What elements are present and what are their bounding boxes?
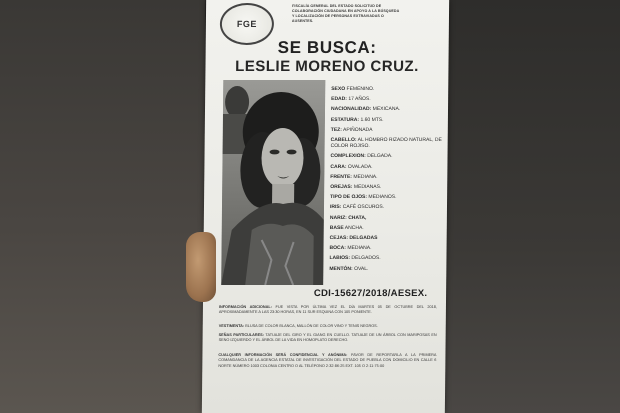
field-label: IRIS: (329, 204, 342, 211)
field-hair (331, 137, 443, 149)
field-value: MEDIANOS. (368, 194, 397, 201)
field-value: FEMENINO. (346, 86, 375, 92)
contact-info (218, 353, 436, 369)
person-photo (221, 80, 325, 285)
additional-info-label: INFORMACIÓN ADICIONAL: (218, 305, 272, 309)
agency-header: FISCALÍA GENERAL DEL ESTADO SOLICITUD DE COLABORACIÓN CIUDADANA EN APOYO A LA BÚSQUEDA Y LOCALIZACIÓN DE PERSONAS EXTRAVIADAS O AUSENTES. (291, 4, 400, 23)
marks-label: SEÑAS PARTICULARES: (218, 333, 265, 337)
field-value: MEDIANA. (347, 245, 372, 252)
field-eyebrows (330, 233, 442, 243)
background-left (0, 0, 205, 413)
field-complexion-tone (331, 125, 443, 135)
field-sex (331, 84, 443, 94)
field-lips (329, 253, 441, 263)
field-label: BASE (329, 224, 344, 231)
field-label: CEJAS: DELGADAS (329, 235, 378, 242)
field-label: FRENTE: (330, 173, 353, 180)
field-value: DELGADA. (367, 153, 393, 160)
seal-text: FGE (236, 19, 257, 29)
field-value: 1.60 MTS. (360, 116, 384, 123)
field-age (331, 94, 443, 104)
field-iris (330, 202, 442, 212)
person-name: LESLIE MORENO CRUZ. (235, 58, 419, 75)
field-label: SEXO (331, 86, 346, 92)
field-value: 17 AÑOS. (348, 96, 371, 103)
field-label: CABELLO: (330, 137, 357, 144)
field-chin (329, 264, 441, 274)
field-value: MEXICANA. (372, 106, 401, 113)
additional-info-text: FUE VISTA POR ÚLTIMA VEZ EL DÍA MARTES 05 DE OCTUBRE DEL 2018, APROXIMADAMENTE A LAS 23:30 HORAS, EN 11 SUR ESQUINA CON 105 PONIENTE. (218, 305, 437, 315)
field-label: NACIONALIDAD: (330, 106, 372, 113)
field-mouth (330, 243, 442, 253)
holding-finger (186, 232, 216, 302)
field-label: LABIOS: (329, 255, 351, 262)
description-fields (329, 84, 443, 274)
field-label: TEZ: (330, 126, 342, 133)
poster-title: SE BUSCA: (277, 38, 377, 57)
field-value: MEDIANA. (353, 173, 378, 180)
case-id: CDI-15627/2018/AESEX. (313, 288, 428, 299)
clothing-info (219, 324, 437, 329)
field-value: MEDIANAS. (353, 184, 382, 191)
missing-person-poster (202, 0, 449, 413)
field-build (330, 151, 442, 161)
field-value: OVAL. (354, 265, 369, 272)
field-nationality (331, 104, 443, 114)
field-nose-base (330, 223, 442, 233)
field-label: CARA: (330, 163, 347, 170)
field-label: COMPLEXION: (330, 153, 366, 160)
field-face (330, 162, 442, 172)
distinguishing-marks (219, 333, 437, 344)
field-label: MENTÓN: (329, 265, 353, 272)
field-label: EDAD: (331, 96, 347, 103)
field-value: ANCHA. (344, 224, 364, 231)
field-value: AL HOMBRO RIZADO NATURAL, DE COLOR ROJISO. (330, 137, 442, 150)
field-label: BOCA: (329, 245, 346, 252)
marks-text: TATUAJE DEL GIRO Y EL GIANG EN CUELLO. TATUAJE DE UN ÁRBOL CON MARIPOSAS EN SENO IZQUIERDO Y EL ÁRBOL DE LA VIDA EN HOMOPLATO DERECHO. (218, 333, 437, 343)
field-value: OVALADA. (347, 163, 373, 170)
background-right (445, 0, 620, 413)
field-eye-type (330, 192, 442, 202)
contact-text: FAVOR DE REPORTARLA A LA PRIMERA COMANDANCIA DE LA AGENCIA ESTATAL DE INVESTIGACIÓN DEL ESTADO DE PUEBLA CON DOMICILIO EN CALLE 6 NORTE NÚMERO 1003 COLONIA CENTRO O AL TELÉFONO 2-32-86-25 EXT. 105 O 2-11-75-00 (218, 353, 437, 368)
clothing-text: BLUSA DE COLOR BLANCA, MALLÓN DE COLOR VINO Y TENIS NEGROS. (245, 324, 378, 328)
field-label: OREJAS: (330, 184, 353, 191)
field-label: NARIZ: CHATA, (329, 214, 367, 221)
field-label: ESTATURA: (330, 116, 360, 123)
field-ears (330, 182, 442, 192)
field-value: APIÑONADA (343, 126, 373, 133)
field-forehead (330, 172, 442, 182)
field-height (331, 115, 443, 125)
additional-info (219, 305, 437, 316)
field-value: CAFÉ OSCUROS. (342, 204, 385, 211)
field-value: DELGADOS. (351, 255, 381, 262)
field-label: TIPO DE OJOS: (330, 194, 368, 201)
field-nose (330, 213, 442, 223)
clothing-label: VESTIMENTA: (218, 324, 245, 328)
contact-label: CUALQUIER INFORMACIÓN SERÁ CONFIDENCIAL Y ANÓNIMA: (218, 353, 348, 357)
